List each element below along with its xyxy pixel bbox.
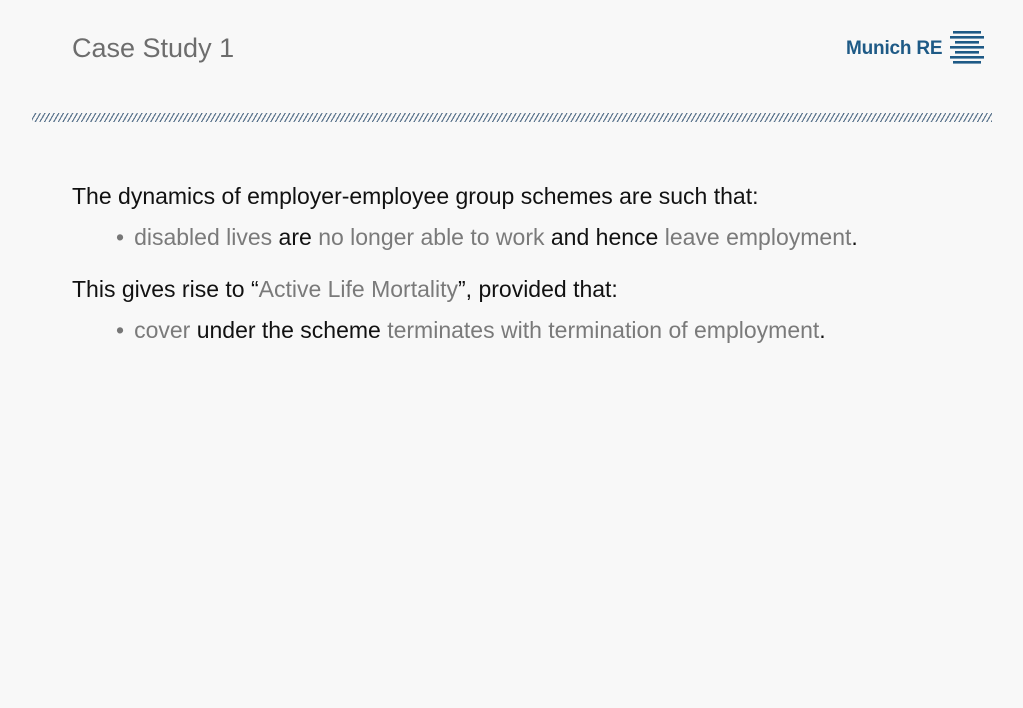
text-segment: terminates with termination of employment (387, 317, 820, 343)
text-segment: disabled lives (134, 224, 273, 250)
slide-content (72, 180, 992, 346)
text-segment: are (272, 224, 319, 250)
text-segment: This gives rise to “ (72, 276, 259, 302)
bullet-marker: • (116, 224, 125, 250)
text-segment: . (851, 224, 858, 250)
text-segment: leave employment (664, 224, 852, 250)
bullet-marker: • (116, 317, 125, 343)
intro-paragraph: The dynamics of employer-employee group schemes are such that: (72, 183, 759, 209)
logo-text: Munich RE (846, 38, 943, 59)
munich-re-logo (846, 30, 984, 64)
active-life-mortality-paragraph (72, 273, 992, 305)
text-segment: Active Life Mortality (258, 276, 459, 302)
page-title: Case Study 1 (72, 33, 235, 63)
munich-re-logo-icon (950, 30, 984, 64)
bullet-item-cover (116, 314, 992, 346)
hatched-divider (32, 113, 992, 122)
text-segment: cover (134, 317, 191, 343)
text-segment: and hence (544, 224, 665, 250)
bullet-item-disabled-lives (116, 221, 992, 253)
text-segment: no longer able to work (318, 224, 545, 250)
text-segment: ”, provided that: (458, 276, 618, 302)
text-segment: . (819, 317, 826, 343)
text-segment: under the scheme (190, 317, 388, 343)
